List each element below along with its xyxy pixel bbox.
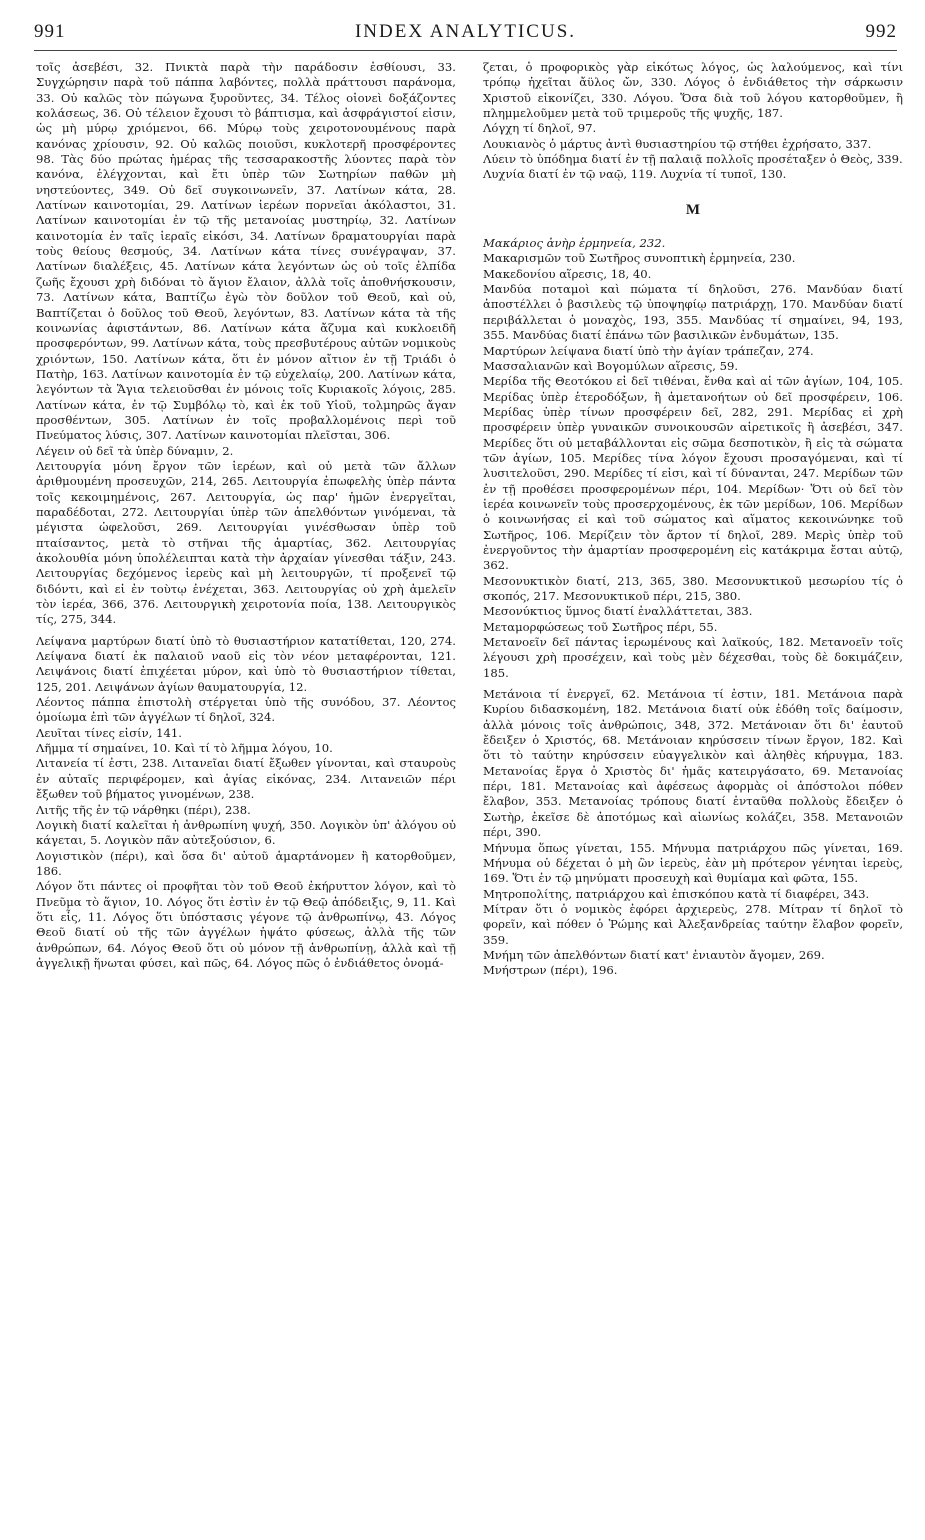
index-entry: ζεται, ὁ προφορικὸς γὰρ εἰκότως λόγος, ὡς λαλούμενος, καὶ τίνι τρόπῳ ἠχεῖται ἄϋλος ὤν, 330. Λόγος ὁ ἐνδιάθετος τὴν σάρκωσιν Χριστοῦ εἰκονίζει, 330. Λόγου. Ὅσα διὰ τοῦ λόγου κατορθοῦμεν, ἢ πλημμελοῦμεν μετὰ τοῦ τριμεροῦς τῆς ψυχῆς, 187.: [483, 60, 903, 121]
page-number-right: 992: [865, 21, 897, 42]
index-entry: Λόγον ὅτι πάντες οἱ προφῆται τὸν τοῦ Θεοῦ ἐκήρυττον λόγον, καὶ τὸ Πνεῦμα τὸ ἅγιον, 10. Λόγος ὅτι ἐστὶν ἐν τῷ Θεῷ ἀπόδειξις, 9, 11. Καὶ ὅτι εἷς, 11. Λόγος ὅτι ὑπόστασις γέγονε τῷ ἀνθρωπίνῳ, 43. Λόγος Θεοῦ διατί οὐ τῆς τῶν ἀγγέλων ἡψάτο φύσεως, ἀλλὰ τῆς τῶν ἀνθρώπων, 64. Λόγος Θεοῦ ὅτι οὐ μόνον τῇ ἀνθρωπίνῃ, ἀλλὰ καὶ τῇ ἀγγελικῇ ἥνωται φύσει, καὶ πῶς, 64. Λόγος πῶς ὁ ἐνδιάθετος ὀνομά-: [36, 879, 456, 970]
index-entry: Λέγειν οὐ δεῖ τὰ ὑπὲρ δύναμιν, 2.: [36, 443, 234, 458]
index-entry: Μητροπολίτης, πατριάρχου καὶ ἐπισκόπου κατὰ τί διαφέρει, 343.: [483, 886, 870, 901]
index-entry: Μετανοεῖν δεῖ πάντας ἱερωμένους καὶ λαϊκούς, 182. Μετανοεῖν τοῖς λέγουσι χρὴ προσέχειν, καὶ τοὺς μὲν δέχεσθαι, τοὺς δὲ δοκιμάζειν, 185.: [483, 635, 903, 680]
index-entry: Μνήστρων (πέρι), 196.: [483, 963, 618, 978]
index-entry: Λευῖται τίνες εἰσίν, 141.: [36, 725, 182, 740]
index-entry: Λῆμμα τί σημαίνει, 10. Καὶ τί τὸ λῆμμα λόγου, 10.: [36, 741, 333, 756]
index-entry: Μεταμορφώσεως τοῦ Σωτῆρος πέρι, 55.: [483, 619, 718, 634]
index-entry: Μανδύα ποταμοὶ καὶ πώματα τί δηλοῦσι, 276. Μανδύαν διατί ἀποστέλλει ὁ βασιλεὺς τῷ ὑποψηφίῳ πατριάρχῃ, 170. Μανδύαν διατί περιβάλλεται ὁ μοναχὸς, 193, 355. Μανδύας τί σημαίνει, 94, 193, 355. Μανδύας διατί ἐπάνω τῶν βασιλικῶν ἐνδυμάτων, 135.: [483, 282, 903, 343]
index-entry: Λείψανα μαρτύρων διατί ὑπὸ τὸ θυσιαστήριον κατατίθεται, 120, 274. Λείψανα διατί ἐκ παλαιοῦ ναοῦ εἰς τὸν νέον μεταφέρονται, 121. Λειψάνοις διατί ἐπιχέεται μύρον, καὶ ὑπὸ τὸ θυσιαστήριον τίθεται, 125, 201. Λειψάνων ἁγίων θαυματουργία, 12.: [36, 633, 456, 694]
index-entry: Μετάνοια τί ἐνεργεῖ, 62. Μετάνοια τί ἐστιν, 181. Μετάνοια παρὰ Κυρίου διδασκομένη, 182. Μετάνοια διατί οὐκ ἐδόθη τοῖς δαίμοσιν, ἀλλὰ μόνοις τοῖς ἀνθρώποις, 348, 372. Μετάνοιαν ὅτι δι' ἑαυτοῦ ἔδειξεν ὁ Χριστός, 68. Μετάνοιαν κηρύσσειν τίνων ἔργον, 182. Καὶ ὅτι τὸ ταύτην κηρύσσειν εὐαγγελικὸν καὶ ἀληθὲς κήρυγμα, 183. Μετανοίας ἔργα ὁ Χριστὸς δι' ἡμᾶς κατειργάσατο, 69. Μετανοίας πέρι, 181. Μετανοίας καὶ ἀφέσεως ἀφορμὰς οἱ ἀπόστολοι πόθεν ἔλαβον, 353. Μετανοίας τρόπους διατί ἐνταῦθα πολλοὺς ἔδειξεν ὁ Σωτὴρ, ἐκεῖσε δὲ ἀποτόμως καὶ αἰωνίως κολάζει, 358. Μετανοιῶν πέρι, 390.: [483, 687, 903, 840]
section-letter-heading: M: [685, 201, 701, 218]
left-column: [36, 60, 456, 971]
index-entry: Μεσονύκτιος ὕμνος διατί ἐναλλάττεται, 383.: [483, 604, 753, 619]
index-entry: Λέοντος πάππα ἐπιστολὴ στέργεται ὑπὸ τῆς συνόδου, 37. Λέοντος ὁμοίωμα ἐπὶ τῶν ἀγγέλων τί δηλοῖ, 324.: [36, 695, 456, 725]
index-entry: Μεσονυκτικὸν διατί, 213, 365, 380. Μεσονυκτικοῦ μεσωρίου τίς ὁ σκοπός, 217. Μεσονυκτικοῦ πέρι, 215, 380.: [483, 573, 903, 603]
index-entry: Μερίδα τῆς Θεοτόκου εἰ δεῖ τιθέναι, ἔνθα καὶ αἱ τῶν ἁγίων, 104, 105. Μερίδας ὑπὲρ ἑτεροδόξων, ἢ ἀμετανοήτων οὐ δεῖ προσφέρειν, 106. Μερίδας ὑπὲρ τίνων προσφέρειν δεῖ, 282, 291. Μερίδας εἰ χρὴ προσφέρειν ὑπὲρ γυναικῶν συνοικουσῶν αἱρετικοῖς ἢ ἀσεβέσι, 347. Μερίδες ὅτι οὐ μεταβάλλονται εἰς σῶμα δεσποτικὸν, ἢ εἰς τὰ σώματα τῶν ἁγίων, 105. Μερίδες τίνα λόγον ἔχουσι προσαγόμεναι, καὶ τί λυσιτελοῦσι, 290. Μερίδες τί εἰσι, καὶ τί δύνανται, 247. Μερίδων τῶν ἐν τῇ προθέσει προσφερομένων πέρι, 104. Μερίδων· Ὅτι οὐ δεῖ τὸν ἱερέα κοινωνεῖν τοὺς προσερχομένους, ἐκ τῶν μερίδων, 106. Μερίδων ὁ κοινωνήσας εἰ καὶ τοῦ σώματος καὶ αἵματος κεκοινώνηκε τοῦ Σωτῆρος, 106. Μερίζειν τὸν ἄρτον τί δηλοῖ, 289. Μερὶς ὑπὲρ τοῦ ἐνεργοῦντος τὴν ἁμαρτίαν προσφερομένη εἰς κατάκριμα ἔσται αὐτῷ, 362.: [483, 374, 903, 573]
page-number-left: 991: [34, 21, 66, 42]
index-entry: Μήνυμα ὅπως γίνεται, 155. Μήνυμα πατριάρχου πῶς γίνεται, 169. Μήνυμα οὐ δέχεται ὁ μὴ ὢν ἱερεὺς, ἐὰν μὴ πρότερον γένηται ἱερεὺς, 169. Ὅτι ἐν τῷ μηνύματι προσευχὴ καὶ θυμίαμα καὶ φῶτα, 155.: [483, 840, 903, 886]
index-entry: Λογιστικὸν (πέρι), καὶ ὅσα δι' αὐτοῦ ἁμαρτάνομεν ἢ κατορθοῦμεν, 186.: [36, 848, 456, 878]
index-entry: Μακάριος ἀνὴρ ἑρμηνεία, 232.: [483, 236, 666, 251]
index-entry: Λύειν τὸ ὑπόδημα διατί ἐν τῇ παλαιᾷ πολλοῖς προσέταξεν ὁ Θεὸς, 339.: [483, 152, 903, 167]
index-entry: Μαρτύρων λείψανα διατί ὑπὸ τὴν ἁγίαν τράπεζαν, 274.: [483, 343, 814, 358]
index-entry: Λογικὴ διατί καλεῖται ἡ ἀνθρωπίνη ψυχή, 350. Λογικὸν ὑπ' ἀλόγου οὐ κάγεται, 5. Λογικὸν πᾶν αὐτεξούσιον, 6.: [36, 817, 456, 848]
index-entry: Μίτραν ὅτι ὁ νομικὸς ἐφόρει ἀρχιερεὺς, 278. Μίτραν τί δηλοῖ τὸ φορεῖν, καὶ πόθεν ὁ Ῥώμης καὶ Ἀλεξανδρείας ταύτην ἔλαβον φορεῖν, 359.: [483, 901, 903, 947]
index-entry: Λόγχη τί δηλοῖ, 97.: [483, 121, 597, 136]
index-entry: Λουκιανὸς ὁ μάρτυς ἀντὶ θυσιαστηρίου τῷ στήθει ἐχρήσατο, 337.: [483, 136, 872, 151]
index-entry: Μνήμη τῶν ἀπελθόντων διατί κατ' ἐνιαυτὸν ἄγομεν, 269.: [483, 947, 825, 962]
running-title: INDEX ANALYTICUS.: [354, 21, 577, 42]
header-rule: [34, 50, 897, 51]
index-entry: Μακαρισμῶν τοῦ Σωτῆρος συνοπτικὴ ἑρμηνεία, 230.: [483, 251, 796, 266]
index-entry: Μακεδονίου αἵρεσις, 18, 40.: [483, 266, 652, 281]
index-entry: Λειτουργία μόνη ἔργον τῶν ἱερέων, καὶ οὐ μετὰ τῶν ἄλλων ἀριθμουμένη προσευχῶν, 214, 265. Λειτουργία ἐπωφελὴς ὑπὲρ πάντα τοῖς κεκοιμημένοις, 267. Λειτουργία, ὡς παρ' ἡμῶν ἐνεργεῖται, παραδέδοται, 272. Λειτουργίαι ὑπὲρ τῶν ἀπελθόντων γινόμεναι, τὰ μέγιστα ὠφελοῦσι, 269. Λειτουργίαι γινέσθωσαν ὑπὲρ τοῦ πταίσαντος, μετὰ τὸ στῆναι τῆς ἁμαρτίας, 362. Λειτουργίας ἀκολουθία μόνη ὑπολέλειπται κατὰ τὴν ἀρχαίαν γίνεσθαι τάξιν, 243. Λειτουργίας δεχόμενος ἱερεὺς καὶ μὴ λειτουργῶν, τί προξενεῖ τῷ διδόντι, καὶ εἰ ἐν τοὺτῳ ἐνέχεται, 363. Λειτουργίας οὐ χρὴ ἀμελεῖν τὸν ἱερέα, 366, 376. Λειτουργικὴ χειροτονία ποία, 138. Λειτουργικὸς τίς, 275, 344.: [36, 458, 456, 627]
index-entry: Λυχνία διατί ἐν τῷ ναῷ, 119. Λυχνία τί τυποῖ, 130.: [483, 167, 787, 182]
right-column: [483, 60, 903, 979]
index-entry: Λιτῆς τῆς ἐν τῷ νάρθηκι (πέρι), 238.: [36, 802, 251, 817]
index-entry: Μασσαλιανῶν καὶ Βογομύλων αἵρεσις, 59.: [483, 358, 739, 373]
index-entry: Λιτανεία τί ἐστι, 238. Λιτανεῖαι διατί ἔξωθεν γίνονται, καὶ σταυροὺς ἐν αὐταῖς περιφέρομεν, καὶ ἁγίας εἰκόνας, 234. Λιτανειῶν πέρι ἔξωθεν τοῦ βήματος γινομένων, 238.: [36, 756, 456, 802]
index-entry: τοῖς ἀσεβέσι, 32. Πνικτὰ παρὰ τὴν παράδοσιν ἐσθίουσι, 33. Συγχώρησιν παρὰ τοῦ πάππα λαβόντες, πολλὰ πράττουσι παράνομα, 33. Οὐ καλῶς τὸν πώγωνα ξυροῦντες, 34. Τέλος οἰονεὶ δοξάζοντες κολάσεως, 36. Οὐ τέλειον ἔχουσι τὸ βάπτισμα, καὶ ἀσφράγιστοί εἰσιν, ὡς μὴ μύρῳ χριόμενοι, 66. Μύρῳ τοὺς χειροτονουμένους παρὰ κανόνας χρίουσιν, 92. Οὐ καλῶς ποιοῦσι, κυκλοτερῆ προσφέροντες 98. Τὰς δύο πρώτας ἡμέρας τῆς τεσσαρακοστῆς λύοντες παρὰ τὸν κανόνα, ἐλέγχονται, καὶ ἔτι ὑπὲρ τῶν Σωτηρίων παθῶν μὴ νηστεύοντες, 349. Οὐ δεῖ συγκοινωνεῖν, 37. Λατίνων κάτα, 28. Λατίνων καινοτομίαι, 29. Λατίνων ἱερέων πορνεῖαι ἀκόλαστοι, 31. Λατίνων καινοτομίαι ἐν τῷ τῆς μετανοίας μυστηρίῳ, 32. Λατίνων καινοτομία ἐν ταῖς ἱεραῖς εἰκόσι, 34. Λατίνων δραματουργίαι παρὰ τοὺς θείους θεσμούς, 34. Λατίνων κάτα τίνες συνέγραψαν, 37. Λατίνων διαλέξεις, 45. Λατίνων κάτα λεγόντων ὡς οὐ τοῖς ἐλπίδα ζωῆς ἔχουσι χρὴ διδόναι τὸ ἅγιον ἔλαιον, ἀλλὰ τοῖς ἀποθνήσκουσιν, 73. Λατίνων κάτα, Βαπτίζω ἐγὼ τὸν δοῦλον τοῦ Θεοῦ, καὶ οὐ, Βαπτίζεται ὁ δοῦλος τοῦ Θεοῦ, λεγόντων, 83. Λατίνων κάτα τὰ τῆς κοινωνίας ἀφιστάντων, 86. Λατίνων κάτα ἄζυμα καὶ κυκλοειδῆ προσφερόντων, 99. Λατίνων κάτα, τοὺς πρεσβυτέρους αὐτῶν νομικοὺς χριόντων, 150. Λατίνων κάτα, ὅτι ἐν μόνον αἴτιον ἐν τῇ Τριάδι ὁ Πατὴρ, 163. Λατίνων καινοτομία ἐν τῷ εὐχελαίῳ, 200. Λατίνων κάτα, λεγόντων τὰ Ἅγια τελειοῦσθαι ἐν μόνοις τοῖς Κυριακοῖς λόγοις, 285. Λατίνων κάτα, ἐν τῷ Συμβόλῳ τὸ, καὶ ἐκ τοῦ Υἱοῦ, τολμηρῶς ἄγαν προσθέντων, 305. Λατίνων ἐν τοῖς προβαλλομένοις περὶ τοῦ Πνεύματος λύσις, 307. Λατίνων καινοτομίαι πλεῖσται, 306.: [36, 60, 456, 443]
page-header: [34, 16, 897, 48]
